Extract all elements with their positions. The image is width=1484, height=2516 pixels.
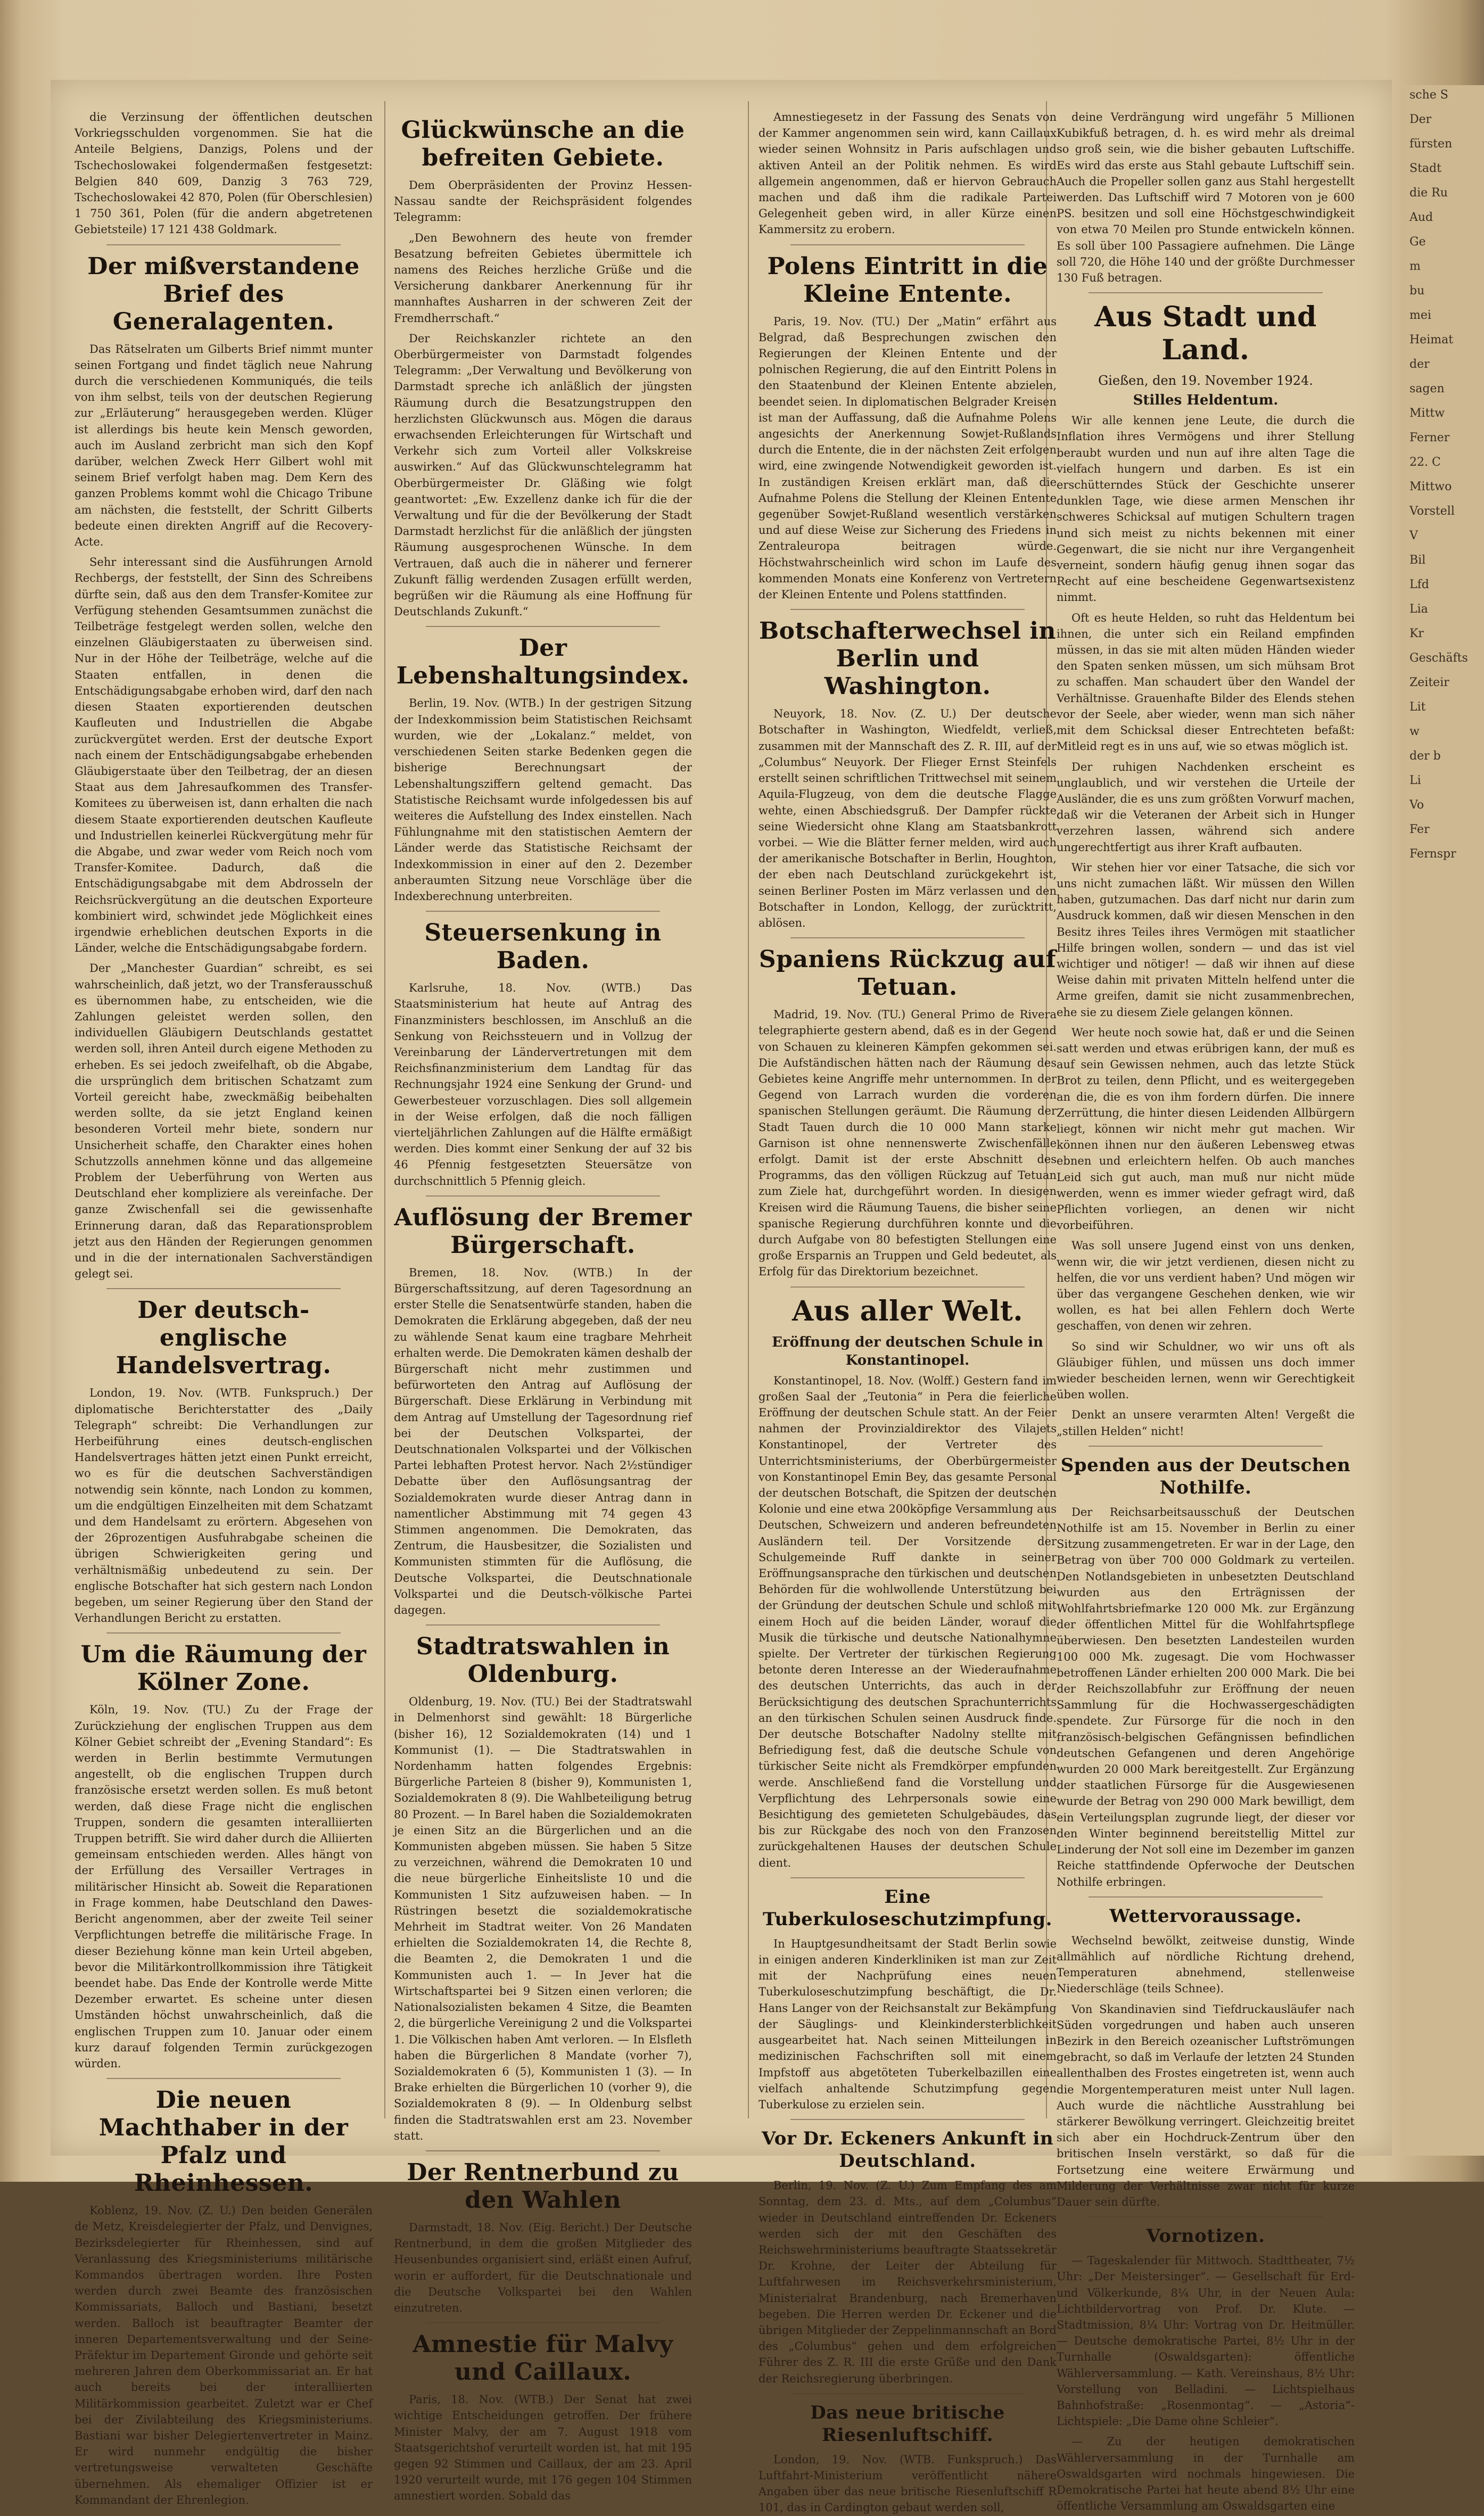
article-headline: Der deutsch-englische Handelsvertrag.: [116, 1297, 332, 1380]
article-paragraph: Paris, 19. Nov. (TU.) Der „Matin“ erfährt aus Belgrad, daß Besprechungen zwischen den Regierungen der Kleinen Entente und der polnischen Regierung, die auf den Eintritt Polens in den Staatenbund der Kleinen Entente abzielen, beendet seien. In diplomatischen Belgrader Kreisen ist man der Auffassung, daß die Aufnahme Polens angesichts der Anerkennung Sowjet-Rußlands durch die Entente, die in der nächsten Zeit erfolgen wird, eine zwingende Notwendigkeit geworden ist. In zuständigen Kreisen erklärt man, daß die Aufnahme Polens die Stellung der Kleinen Entente gegenüber Sowjet-Rußland wesentlich verstärken und auf diese Weise zur Sicherung des Friedens in Zentraleuropa beitragen würde. Höchstwahrscheinlich wird schon im Laufe des kommenden Monats eine Konferenz von Vertretern der Kleinen Entente und Polens stattfinden.: [759, 315, 1057, 601]
article-separator: [790, 244, 1025, 245]
article-paragraph: Der ruhigen Nachdenken erscheint es unglaublich, und wir verstehen die Urteile der Ausländer, die es uns zum größten Vorwurf machen, daß wir die Veteranen der Arbeit sich in Hunger verzehren lassen, während sich andere ungerechtfertigt aus ihrer Kraft aufbauten.: [1057, 760, 1355, 854]
article-separator: [790, 1286, 1025, 1288]
article-separator: [790, 2119, 1025, 2120]
article-separator: [106, 244, 341, 245]
article-separator: [1089, 1896, 1323, 1898]
article-paragraph: In Hauptgesundheitsamt der Stadt Berlin sowie in einigen anderen Kinderkliniken ist man zur Zeit mit der Nachprüfung eines neuen Tuberkuloseschutzimpfung beschäftigt, die Dr. Hans Langer von der Reichsanstalt zur Bekämpfung der Säuglings- und Kleinkindersterblichkeit ausgearbeitet hat. Nach seinen Mitteilungen in medizinischen Fachschriften soll mit einem Impfstoff aus abgetöteten Tuberkelbazillen eine vielfach anhaltende Schutzimpfung gegen Tuberkulose zu erzielen sein.: [759, 1937, 1057, 2111]
stub-text-fragment: der: [1409, 358, 1430, 371]
stub-text-fragment: 22. C: [1409, 456, 1441, 469]
stub-text-fragment: Ge: [1409, 235, 1426, 249]
stub-text-fragment: Fer: [1409, 823, 1430, 836]
article-paragraph: Denkt an unsere verarmten Alten! Vergeßt die „stillen Helden“ nicht!: [1057, 1408, 1355, 1438]
article-paragraph: Neuyork, 18. Nov. (Z. U.) Der deutsche Botschafter in Washington, Wiedfeldt, verließ, zusammen mit der Mannschaft des Z. R. III, auf der „Columbus“ Neuyork. Der Flieger Ernst Steinfels erstellt seinen schriftlichen Trittwechsel mit seinem Aquila-Flugzeug, von dem die deutsche Flagge wehte, einen Abschiedsgruß. Der Dampfer rückte seine Wiedersicht ohne Klang am Staatsbankrott vorbei. — Wie die Blätter ferner melden, wird auch der amerikanische Botschafter in Berlin, Houghton, der eben nach Deutschland zurückgekehrt ist, seinen Berliner Posten im März verlassen und den Botschafter in London, Kellogg, der zurücktritt, ablösen.: [759, 707, 1057, 929]
article-separator: [426, 1624, 660, 1626]
article-paragraph: So sind wir Schuldner, wo wir uns oft als Gläubiger fühlen, und müssen uns doch immer wieder bescheiden lernen, wenn wir Gerechtigkeit üben wollen.: [1057, 1340, 1355, 1401]
article-paragraph: Konstantinopel, 18. Nov. (Wolff.) Gestern fand im großen Saal der „Teutonia“ in Pera die feierliche Eröffnung der deutschen Schule statt. An der Feier nahmen der Provinzialdirektor des Vilajets Konstantinopel, der Vertreter des Unterrichtsministeriums, der Oberbürgermeister von Konstantinopel Emin Bey, das gesamte Personal der deutschen Botschaft, die Spitzen der deutschen Kolonie und eine etwa 200köpfige Versammlung aus Deutschen, Schweizern und anderen befreundeten Ausländern teil. Der Vorsitzende der Schulgemeinde Ruff dankte in seiner Eröffnungsansprache den türkischen und deutschen Behörden für die wohlwollende Unterstützung bei der Gründung der deutschen Schule und schloß mit einem Hoch auf die beiden Länder, worauf die Musik die türkische und deutsche Nationalhymne spielte. Der Vertreter der türkischen Regierung betonte deren Interesse an der Wiederaufnahme des deutschen Unterrichts, das auch in der Berücksichtigung des deutschen Sprachunterrichts an den türkischen Schulen seinen Ausdruck finde. Der deutsche Botschafter Nadolny stellte mit Befriedigung fest, daß die deutsche Schule von türkischer Seite nicht als Fremdkörper empfunden werde. Anschließend fand die Vorstellung und Verpflichtung des Lehrpersonals sowie eine Besichtigung des gemieteten Schulgebäudes, das bis zur Rückgabe des noch von den Franzosen zurückgehaltenen Hauses der deutschen Schule dient.: [759, 1374, 1057, 1869]
article-paragraph: Berlin, 19. Nov. (WTB.) In der gestrigen Sitzung der Indexkommission beim Statistischen Reichsamt wurden, wie der „Lokalanz.“ meldet, von verschiedenen Seiten starke Bedenken gegen die bisherige Berechnungsart der Lebenshaltungsziffern geltend gemacht. Das Statistische Reichsamt wurde infolgedessen bis auf weiteres die Aufstellung des Index einstellen. Nach Fühlungnahme mit den statistischen Aemtern der Länder werde das Statistische Reichsamt der Indexkommission in einer auf den 2. Dezember anberaumten Sitzung neue Vorschläge über die Indexberechnung unterbreiten.: [394, 697, 692, 903]
stub-text-fragment: Lit: [1409, 700, 1426, 714]
article-headline: Eine Tuberkuloseschutzimpfung.: [763, 1886, 1052, 1930]
stub-text-fragment: Lfd: [1409, 578, 1429, 591]
article-paragraph: Der Reichskanzler richtete an den Oberbürgermeister von Darmstadt folgendes Telegramm: „Der Verwaltung und Bevölkerung von Darmstadt spreche ich anläßlich der jüngsten Räumung durch die Besatzungstruppen den herzlichsten Glückwunsch aus. Mögen die daraus erwachsenden Erleichterungen für Wirtschaft und Verkehr sich zum Vorteil aller Volkskreise auswirken.“ Auf das Glückwunschtelegramm hat Oberbürgermeister Dr. Gläßing wie folgt geantwortet: „Ew. Exzellenz danke ich für die der Verwaltung und für die der Bevölkerung der Stadt Darmstadt herzlichst für die anläßlich der jüngsten Räumung ausgesprochenen Wünsche. In dem Vertrauen, daß auch die in näherer und fernerer Zukunft fällig werdenden Zusagen erfüllt werden, begrüßen wir die Räumung als eine Hoffnung für Deutschlands Zukunft.“: [394, 332, 692, 618]
article-headline: Botschafterwechsel in Berlin und Washington.: [759, 617, 1056, 700]
stub-text-fragment: Bil: [1409, 554, 1426, 567]
article-paragraph: Berlin, 19. Nov. (Z. U.) Zum Empfang des am Sonntag, dem 23. d. Mts., auf dem „Columbus“ wieder in Deutschland eintreffenden Dr. Eckeners werden sich der mit den Geschäften des Reichswehrministeriums beauftragte Staatssekretär Dr. Krohne, der Leiter der Abteilung für Luftfahrwesen im Reichsverkehrsministerium, Ministerialrat Brandenburg, nach Bremerhaven begeben. Die Herren werden Dr. Eckener und die übrigen Mitglieder der Zeppelinmannschaft an Bord des „Columbus“ gehen und dem erfolgreichen Führer des Z. R. III die erste Grüße und den Dank der Reichsregierung überbringen.: [759, 2179, 1057, 2385]
article-paragraph: London, 19. Nov. (WTB. Funkspruch.) Der diplomatische Berichterstatter des „Daily Telegraph“ schreibt: Die Verhandlungen zur Herbeiführung eines deutsch-englischen Handelsvertrages hätten jetzt einen Punkt erreicht, wo es für die deutschen Sachverständigen notwendig sein könnte, nach London zu kommen, um die endgültigen Einzelheiten mit dem Schatzamt und dem Handelsamt zu erörtern. Abgesehen von der 26prozentigen Ausfuhrabgabe scheinen die übrigen Schwierigkeiten gering und verhältnismäßig unbedeutend zu sein. Der englische Botschafter hat sich gestern nach London begeben, um seiner Regierung über den Stand der Verhandlungen Bericht zu erstatten.: [75, 1387, 373, 1625]
article-headline: Auflösung der Bremer Bürgerschaft.: [394, 1203, 692, 1259]
article-separator: [1089, 1446, 1323, 1447]
article-paragraph: Der Reichsarbeitsausschuß der Deutschen Nothilfe ist am 15. November in Berlin zu einer Sitzung zusammengetreten. Er war in der Lage, den Betrag von über 700 000 Goldmark zu verteilen. Den Notlandsgebieten in unbesetzten Deutschland wurden aus den Erträgnissen der Wohlfahrtsbriefmarke 120 000 Mk. zur Ergänzung der öffentlichen Mittel für die Wohlfahrtspflege überwiesen. Den besetzten Landesteilen wurden 100 000 Mk. zugesagt. Die vom Hochwasser betroffenen Länder erhielten 200 000 Mark. Die bei der Reichszollabfuhr zur Eröffnung der neuen Sammlung für die Hochwassergeschädigten spendete. Zur Fürsorge für die noch in den französisch-belgischen Gefängnissen befindlichen deutschen Gefangenen und deren Angehörige wurden 20 000 Mark bereitgestellt. Zur Ergänzung der staatlichen Fürsorge für die Ausgewiesenen wurde der Betrag von 290 000 Mark bewilligt, dem ein Verteilungsplan zugrunde liegt, der dieser vor den Winter beginnend bereitstellig Mittel zur Linderung der Not soll eine im Dezember im ganzen Reiche stattfindende Opferwoche der Deutschen Nothilfe erbringen.: [1057, 1505, 1355, 1888]
article-headline: Spenden aus der Deutschen Nothilfe.: [1060, 1454, 1351, 1498]
article-paragraph: Köln, 19. Nov. (TU.) Zu der Frage der Zurückziehung der englischen Truppen aus dem Kölner Gebiet schreibt der „Evening Standard“: Es werden in Berlin bestimmte Vermutungen angestellt, ob die englischen Truppen durch französische ersetzt werden sollen. Es muß betont werden, daß diese Frage nicht die englischen Truppen, sondern die gesamten interalliierten Truppen betrifft. Sie wird daher durch die Alliierten gemeinsam entschieden werden. Alles hängt von der Erfüllung des Versailler Vertrages in militärischer Hinsicht ab. Soweit die Reparationen in Frage kommen, habe Deutschland den Dawes-Bericht angenommen, aber der zweite Teil seiner Verpflichtungen betreffe die militärische Frage. In dieser Beziehung könne man kein Urteil abgeben, bevor die Militärkontrollkommission ihre Tätigkeit beendet habe. Das Ende der Kontrolle werde Mitte Dezember erwartet. Es scheine unter diesen Umständen höchst unwahrscheinlich, daß die englischen Truppen zum 10. Januar oder einem kurz darauf folgenden Termin zurückgezogen würden.: [75, 1703, 373, 2070]
stub-text-fragment: Vorstell: [1409, 505, 1455, 518]
stub-text-fragment: Geschäfts: [1409, 651, 1468, 665]
stub-text-fragment: Der: [1409, 113, 1432, 126]
stub-text-fragment: die Ru: [1409, 186, 1448, 200]
article-paragraph: Das Rätselraten um Gilberts Brief nimmt munter seinen Fortgang und findet täglich neue Nahrung durch die verschiedenen Kommuniqués, die teils von ihm selbst, teils von der deutschen Regierung zur „Erläuterung“ herausgegeben werden. Klüger ist allerdings bis heute kein Mensch geworden, auch im Ausland zerbricht man sich den Kopf darüber, welchen Zweck Herr Gilbert wohl mit seinem Brief verfolgt haben mag. Dem Kern des ganzen Problems kommt wohl die Chicago Tribune am nächsten, die feststellt, der Schritt Gilberts bedeute einen direkten Angriff auf die Recovery-Acte.: [75, 342, 373, 549]
stub-text-fragment: Mittwo: [1409, 480, 1452, 493]
article-paragraph: Amnestiegesetz in der Fassung des Senats von der Kammer angenommen sein wird, kann Caillaux wieder seinen Wohnsitz in Paris aufschlagen und aktiven Anteil an der Politik nehmen. Es wird allgemein angenommen, daß er hiervon Gebrauch machen und daß ihm die radikale Partei Gelegenheit geben wird, in aller Kürze einen Kammersitz zu erobern.: [759, 111, 1057, 236]
article-paragraph: — Tageskalender für Mittwoch. Stadttheater, 7½ Uhr: „Der Meistersinger“. — Gesellschaft für Erd- und Völkerkunde, 8¼ Uhr, in der Neuen Aula: Lichtbildervortrag von Prof. Dr. Klute. — Stadtmission, 8¼ Uhr: Vortrag von Dr. Heitmüller. — Deutsche demokratische Partei, 8½ Uhr in der Turnhalle (Oswaldsgarten): öffentliche Wählerversammlung. — Kath. Vereinshaus, 8½ Uhr: Vorstellung von Belladini. — Lichtspielhaus Bahnhofstraße: „Rosenmontag“. — „Astoria“-Lichtspiele: „Die Dame ohne Schleier“.: [1057, 2254, 1355, 2428]
article-paragraph: Dem Oberpräsidenten der Provinz Hessen-Nassau sandte der Reichspräsident folgendes Telegramm:: [394, 179, 692, 224]
stub-text-fragment: Ferner: [1409, 431, 1450, 444]
stub-text-fragment: sagen: [1409, 382, 1445, 395]
stub-text-fragment: Mittw: [1409, 407, 1445, 420]
stub-text-fragment: Heimat: [1409, 333, 1454, 347]
article-paragraph: Madrid, 19. Nov. (TU.) General Primo de Rivera telegraphierte gestern abend, daß es in der Gegend von Schauen zu kleineren Kämpfen gekommen sei. Die Aufständischen hätten nach der Räumung des Gebietes keine Angriffe mehr unternommen. In der Gegend von Larrach wurden die vorderen spanischen Stellungen geräumt. Die Räumung der Stadt Tauen durch die 10 000 Mann starke Garnison ist ohne nennenswerte Zwischenfälle erfolgt. Damit ist der erste Abschnitt des Programms, das den völligen Rückzug auf Tetuan zum Ziele hat, durchgeführt worden. In diesigen Kreisen wird die Räumung Tauens, die bisher seine spanische Regierung durchführen konnte und die durch Aufgabe von 80 befestigten Stellungen eine große Ersparnis an Truppen und Geld bedeutet, als Erfolg für das Direktorium bezeichnet.: [759, 1008, 1057, 1278]
article-paragraph: die Verzinsung der öffentlichen deutschen Vorkriegsschulden vorgenommen. Sie hat die Anteile Belgiens, Danzigs, Polens und der Tschechoslowakei folgendermaßen festgesetzt: Belgien 840 609, Danzig 3 763 729, Tschechoslowakei 42 870, Polen (für Oberschlesien) 1 750 361, Polen (für die andern abgetretenen Gebietsteile) 17 121 438 Goldmark.: [75, 111, 373, 236]
article-paragraph: Der „Manchester Guardian“ schreibt, es sei wahrscheinlich, daß jetzt, wo der Transferausschuß es übernommen habe, zu entscheiden, wie die Zahlungen geleistet werden sollen, den individuellen Gläubigern Deutschlands gestattet werden soll, ihren Anteil durch eigene Methoden zu erheben. Es sei jedoch zweifelhaft, ob die Abgabe, die ursprünglich dem britischen Schatzamt zum Vorteil gereicht habe, zweckmäßig beibehalten werden sollte, da sie jetzt England keinen besonderen Vorteil mehr biete, sondern nur Unsicherheit schaffe, den Charakter eines hohen Schutzzolls annehmen könne und das allgemeine Problem der Ueberführung von Werten aus Deutschland eher kompliziere als vereinfache. Der ganze Zwischenfall sei die gewissenhafte Erinnerung daran, daß das Reparationsproblem jetzt aus den Händen der Regierungen genommen und in die der internationalen Sachverständigen gelegt sei.: [75, 962, 373, 1281]
article-headline: Stadtratswahlen in Oldenburg.: [416, 1633, 670, 1688]
column-rule: [748, 101, 749, 2118]
article-subheading: Eröffnung der deutschen Schule in Konstantinopel.: [772, 1334, 1043, 1368]
article-paragraph: Bremen, 18. Nov. (WTB.) In der Bürgerschaftssitzung, auf deren Tagesordnung an erster Stelle die Senatsentwürfe standen, haben die Demokraten die Erklärung abgegeben, daß der neu zu wählende Senat kaum eine tragbare Mehrheit erhalten werde. Die Demokraten kämen deshalb der Bürgerschaft nicht mehr zustimmen und befürworteten den Antrag auf Auflösung der Bürgerschaft. Diese Erklärung in Verbindung mit dem Antrag auf Umstellung der Tagesordnung rief bei der Deutschen Volkspartei, der Deutschnationalen Volkspartei und der Völkischen Partei lebhaften Protest hervor. Nach 2½stündiger Debatte über den Auflösungsantrag der Sozialdemokraten wurde dieser Antrag dann in namentlicher Abstimmung mit 74 gegen 43 Stimmen angenommen. Die Demokraten, das Zentrum, die Hausbesitzer, die Sozialisten und Kommunisten stimmten für die Auflösung, die Deutsche Volkspartei, die Deutschnationale Volkspartei und die Deutsch-völkische Partei dagegen.: [394, 1266, 692, 1617]
article-headline: Polens Eintritt in die Kleine Entente.: [767, 252, 1048, 308]
stub-text-fragment: Lia: [1409, 603, 1428, 616]
stub-text-fragment: Li: [1409, 774, 1421, 787]
column-rule: [384, 101, 385, 2118]
article-headline: Wettervoraussage.: [1109, 1905, 1302, 1927]
article-headline: Vor Dr. Eckeners Ankunft in Deutschland.: [761, 2128, 1054, 2172]
article-headline: Der mißverstandene Brief des Generalagenten.: [87, 252, 360, 335]
article-subheading: Stilles Heldentum.: [1133, 392, 1279, 409]
stub-text-fragment: sche S: [1409, 88, 1448, 102]
article-paragraph: Sehr interessant sind die Ausführungen Arnold Rechbergs, der feststellt, der Sinn des Schreibens dürfte sein, daß aus den dem Transfer-Komitee zur Verfügung stehenden Gesamtsummen zunächst die Teilbeträge festgelegt werden sollen, welche den einzelnen Gläubigerstaaten zu überweisen sind. Nur in der Höhe der Teilbeträge, welche auf die Staaten entfallen, in denen die Entschädigungsabgabe erhoben wird, darf den nach diesen Staaten exportierenden deutschen Kaufleuten und Industriellen die Abgabe zurückvergütet werden. Erst der deutsche Export nach einem der Entschädigungsabgabe erhebenden Gläubigerstaate über den Teilbetrag, der an diesen Staat aus dem Jahresaufkommen des Transfer-Komitees zu überweisen ist, dann erhalten die nach diesem Staate exportierenden deutschen Kaufleute und Industriellen keinerlei Rückvergütung mehr für die Abgabe, und zwar weder vom Reich noch vom Transfer-Komitee. Dadurch, daß die Entschädigungsabgabe mit dem Abdrosseln der Reichsrückvergütung an die deutschen Exporteure kombiniert wird, schwindet jede Möglichkeit eines irgendwie erheblichen deutschen Exports in die Länder, welche die Entschädigungsabgabe fordern.: [75, 556, 373, 955]
article-separator: [426, 626, 660, 627]
stub-text-fragment: mei: [1409, 309, 1431, 322]
stub-text-fragment: m: [1409, 260, 1421, 273]
article-paragraph: Was soll unsere Jugend einst von uns denken, wenn wir, die wir jetzt verdienen, diesen nicht zu helfen, die vor uns verdient haben? Und mögen wir über das vergangene Geschehen denken, wie wir wollen, es hat bei allen Fehlern doch Werte geschaffen, von denen wir zehren.: [1057, 1239, 1355, 1333]
article-separator: [1089, 2216, 1323, 2217]
article-headline: Steuersenkung in Baden.: [424, 919, 662, 975]
article-paragraph: Wechselnd bewölkt, zeitweise dunstig, Winde allmählich auf nördliche Richtung drehend, Temperaturen abnehmend, stellenweise Niederschläge (teils Schnee).: [1057, 1934, 1355, 1995]
article-paragraph: Darmstadt, 18. Nov. (Eig. Bericht.) Der Deutsche Rentnerbund, in dem die großen Mitglieder des Heusenbundes organisiert sind, erläßt einen Aufruf, worin er auffordert, für die Deutschnationale und die Deutsche Volkspartei bei den Wahlen einzutreten.: [394, 2221, 692, 2314]
stub-text-fragment: Zeiteir: [1409, 676, 1449, 689]
article-paragraph: Oft es heute Helden, so ruht das Heldentum bei ihnen, die unter sich ein Reiland empfinden müssen, in das sie mit alten müden Händen wieder den Spaten senken müssen, um sich mühsam Brot zu schaffen. Man schaudert über den Wandel der Verhältnisse. Grauenhafte Bilder des Elends stehen vor der Seele, aber wieder, wenn man sich näher mit dem Schicksal dieser Entrechteten befaßt: Mitleid regt es in uns auf, wie so etwas möglich ist.: [1057, 611, 1355, 753]
article-headline: Aus aller Welt.: [792, 1294, 1023, 1327]
article-separator: [106, 1288, 341, 1289]
column-2: [394, 109, 692, 2503]
article-separator: [426, 2322, 660, 2323]
article-headline: Die neuen Machthaber in der Pfalz und Rheinhessen.: [98, 2086, 349, 2197]
article-separator: [426, 2150, 660, 2151]
adjacent-page-strip: [1405, 85, 1484, 2156]
column-4: [1057, 109, 1355, 2513]
stub-text-fragment: Stadt: [1409, 162, 1441, 175]
article-paragraph: Wer heute noch sowie hat, daß er und die Seinen satt werden und etwas erübrigen kann, der muß es auf sein Gewissen nehmen, auch das letzte Stück Brot zu teilen, denn Pflicht, und es weitergegeben an die, die es von ihm fordern dürfen. Die innere Zerrüttung, die hinter diesen Leidenden Allbürgern liegt, können wir nicht mehr gut machen. Wir können ihnen nur den äußeren Lebensweg etwas ebnen und erleichtern helfen. Ob auch manches Leid sich gut auch, man muß nur nicht müde werden, wenn es immer wieder gefragt wird, daß Pflichten vorliegen, an denen wir nicht vorbeiführen.: [1057, 1026, 1355, 1232]
article-paragraph: Karlsruhe, 18. Nov. (WTB.) Das Staatsministerium hat heute auf Antrag des Finanzministers beschlossen, im Anschluß an die Senkung von Reichssteuern und in Vollzug der Vereinbarung der Ländervertretungen mit dem Reichsfinanzministerium dem Landtag für das Rechnungsjahr 1924 eine Senkung der Grund- und Gewerbesteuer vorzuschlagen. Dies soll allgemein in der Weise erfolgen, daß die noch fälligen vierteljährlichen Zahlungen auf die Hälfte ermäßigt werden. Dies kommt einer Senkung der auf 32 bis 46 Pfennig festgesetzten Steuersätze von durchschnittlich 5 Pfennig gleich.: [394, 981, 692, 1187]
article-paragraph: „Den Bewohnern des heute von fremder Besatzung befreiten Gebietes übermittele ich namens des Reiches herzliche Grüße und die Versicherung dankbarer Anerkennung für ihr mannhaftes Ausharren in der schweren Zeit der Fremdherrschaft.“: [394, 231, 692, 325]
stub-text-fragment: Vo: [1409, 798, 1424, 812]
stub-text-fragment: Kr: [1409, 627, 1424, 640]
article-paragraph: Oldenburg, 19. Nov. (TU.) Bei der Stadtratswahl in Delmenhorst sind gewählt: 18 Bürgerliche (bisher 16), 12 Sozialdemokraten (14) und 1 Kommunist (1). — Die Stadtratswahlen in Nordenhamm hatten folgendes Ergebnis: Bürgerliche Parteien 8 (bisher 9), Kommunisten 1, Sozialdemokraten 8 (9). Die Wahlbeteiligung betrug 80 Prozent. — In Barel haben die Sozialdemokraten je einen Sitz an die Bürgerlichen und an die Kommunisten abgeben müssen. Sie haben 5 Sitze zu verzeichnen, während die Demokraten 10 und die neue bürgerliche Einheitsliste 10 und die Kommunisten 1 Sitz aufzuweisen haben. — In Rüstringen besetzt die sozialdemokratische Mehrheit im Stadtrat weiter. Von 26 Mandaten erhielten die Sozialdemokraten 14, die Rechte 8, die Beamten 2, die Demokraten 1 und die Kommunisten auch 1. — In Jever hat die Wirtschaftspartei bei 9 Sitzen einen verloren; die Nationalsozialisten bekamen 4 Sitze, die Beamten 2, die bürgerliche Vereinigung 2 und die Volkspartei 1. Die Völkischen haben Amt verloren. — In Elsfleth haben die Bürgerlichen 8 Mandate (vorher 7), Sozialdemokraten 6 (5), Kommunisten 1 (3). — In Brake erhielten die Bürgerlichen 10 (vorher 9), die Sozialdemokraten 8 (9). — In Oldenburg selbst finden die Stadtratswahlen erst am 23. November statt.: [394, 1695, 692, 2142]
article-headline: Der Rentnerbund zu den Wahlen: [407, 2158, 679, 2214]
stub-text-fragment: Aud: [1409, 211, 1433, 224]
article-paragraph: Paris, 18. Nov. (WTB.) Der Senat hat zwei wichtige Entscheidungen getroffen. Der frühere Minister Malvy, der am 7. August 1918 vom Staatsgerichtshof verurteilt worden ist, hat mit 195 gegen 92 Stimmen und Caillaux, der am 23. April 1920 verurteilt wurde, mit 176 gegen 104 Stimmen amnestiert worden. Sobald das: [394, 2393, 692, 2503]
article-headline: Um die Räumung der Kölner Zone.: [80, 1641, 367, 1696]
article-paragraph: London, 19. Nov. (WTB. Funkspruch.) Das Luftfahrt-Ministerium veröffentlicht nähere Angaben über das neue britische Riesenluftschiff R 101, das in Cardington gebaut werden soll,: [759, 2453, 1057, 2514]
article-separator: [1089, 292, 1323, 293]
article-separator: [106, 1632, 341, 1634]
article-separator: [426, 911, 660, 912]
article-paragraph: Von Skandinavien sind Tiefdruckausläufer nach Süden vorgedrungen und haben auch unseren Bezirk in den Bereich ozeanischer Luftströmungen gebracht, so daß im Verlaufe der letzten 24 Stunden allenthalben des Frostes eingetreten ist, wenn auch die Morgentemperaturen meist unter Null lagen. Auch wurde die nächtliche Ausstrahlung bei stärkerer Bewölkung verringert. Gleichzeitig breitet sich aber ein Hochdruck-Zentrum über den britischen Inseln verstärkt, so daß für die Fortsetzung eine weitere Erwärmung und Milderung der Verhältnisse zwar nicht für kurze Dauer sein dürfte.: [1057, 2002, 1355, 2208]
article-paragraph: Koblenz, 19. Nov. (Z. U.) Den beiden Generälen de Metz, Kreisdelegierter der Pfalz, und Denvignes, Bezirksdelegierter für Rheinhessen, sind auf Veranlassung des Kriegsministeriums militärische Kommandos übertragen worden. Ihre Posten werden durch zwei Beamte des französischen Kommissariats, Balloch und Bastiani, besetzt werden. Balloch ist beauftragter Beamter der inneren Departementsverwaltung und der Seine-Präfektur im Departement Gironde und gehörte seit mehreren Jahren dem Oberkommissariat an. Er hat auch bereits bei der interalliierten Militärkommission gearbeitet. Zuletzt war er Chef bei der Zivilabteilung des Kriegsministeriums. Bastiani war bisher Delegiertenvertreter in Mainz. Er wird nunmehr endgültig die bisher vertretungsweise verwalteten Geschäfte übernehmen. Als ehemaliger Offizier ist er Kommandant der Ehrenlegion.: [75, 2204, 373, 2506]
article-separator: [790, 609, 1025, 610]
article-headline: Glückwünsche an die befreiten Gebiete.: [401, 117, 685, 171]
stub-text-fragment: bu: [1409, 284, 1425, 298]
article-separator: [790, 1877, 1025, 1878]
stub-text-fragment: der b: [1409, 749, 1441, 763]
stub-text-fragment: fürsten: [1409, 137, 1453, 151]
article-separator: [790, 2393, 1025, 2394]
column-3: [759, 109, 1057, 2514]
article-separator: [106, 2078, 341, 2079]
stub-text-fragment: w: [1409, 725, 1420, 738]
article-paragraph: Wir stehen hier vor einer Tatsache, die sich vor uns nicht zumachen läßt. Wir müssen den Willen haben, gutzumachen. Das darf nicht nur darin zum Ausdruck kommen, daß wir diesen Menschen in den Besitz ihres Teiles ihres Vermögen mit staatlicher Hilfe bringen wollen, sondern — und das ist viel wichtiger und nötiger! — daß wir ihnen auf diese Weise dahin mit privaten Mitteln helfend unter die Arme greifen, damit sie nicht zusammenbrechen, ehe sie zu diesem Ziele gelangen können.: [1057, 861, 1355, 1019]
article-headline: Amnestie für Malvy und Caillaux.: [413, 2331, 673, 2386]
dateline: Gießen, den 19. November 1924.: [1098, 373, 1313, 389]
article-headline: Der Lebenshaltungsindex.: [396, 634, 690, 690]
article-paragraph: — Zu der heutigen demokratischen Wählerversammlung in der Turnhalle am Oswaldsgarten wird nochmals hingewiesen. Die Demokratische Partei hat heute abend 8½ Uhr eine öffentliche Versammlung am Oswaldsgarten eine: [1057, 2435, 1355, 2513]
article-paragraph: deine Verdrängung wird ungefähr 5 Millionen Kubikfuß betragen, d. h. es wird mehr als dreimal so groß sein, wie die bisher gebauten Luftschiffe. Es wird das erste aus Stahl gebaute Luftschiff sein. Auch die Propeller sollen ganz aus Stahl hergestellt werden. Das Luftschiff wird 7 Motoren von je 600 PS. besitzen und soll eine Höchstgeschwindigkeit von etwa 70 Meilen pro Stunde entwickeln können. Es soll über 100 Passagiere aufnehmen. Die Länge soll 720, die Höhe 140 und der größte Durchmesser 130 Fuß betragen.: [1057, 111, 1355, 285]
article-separator: [790, 937, 1025, 938]
column-1: [75, 109, 373, 2506]
article-headline: Das neue britische Riesenluftschiff.: [810, 2402, 1005, 2446]
article-separator: [426, 1195, 660, 1197]
article-headline: Spaniens Rückzug auf Tetuan.: [759, 946, 1057, 1001]
article-headline: Vornotizen.: [1146, 2225, 1265, 2247]
stub-text-fragment: Fernspr: [1409, 847, 1456, 861]
article-paragraph: Wir alle kennen jene Leute, die durch die Inflation ihres Vermögens und ihrer Stellung beraubt wurden und nun auf ihre alten Tage die vielfach hungern und darben. Es ist ein erschütterndes Stück der Geschichte unserer dunklen Tage, wie diese armen Menschen ihr schweres Schicksal auf mutigen Schultern tragen und sich meist zu nichts bekennen mit einer Gegenwart, die sie nicht nur ihre Vergangenheit verneint, sondern häufig genug ihnen sogar das Recht auf eine bescheidene Gegenwartsexistenz nimmt.: [1057, 414, 1355, 604]
stub-text-fragment: V: [1409, 529, 1418, 542]
article-headline: Aus Stadt und Land.: [1094, 301, 1317, 367]
